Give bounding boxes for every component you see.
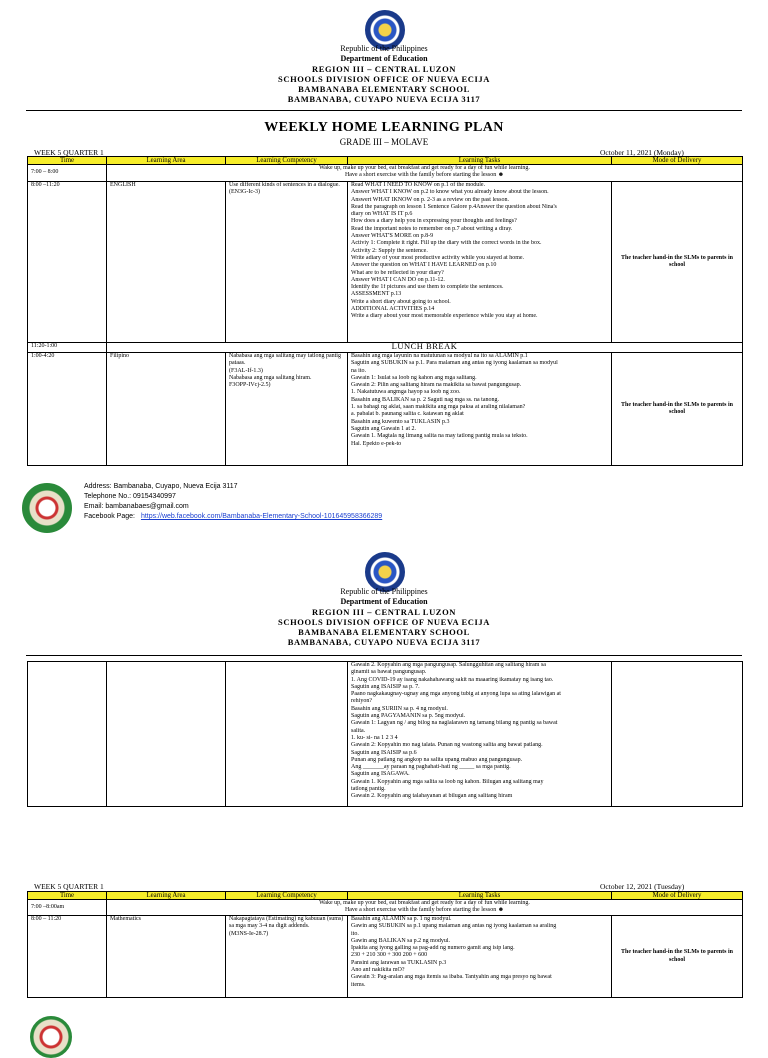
competency-text: Nababasa ang mga salitang hiram. xyxy=(229,374,312,381)
column-header: Learning Tasks xyxy=(348,892,612,900)
learning-area-cell: ENGLISH xyxy=(107,182,226,343)
facebook-link[interactable]: https://web.facebook.com/Bambanaba-Elementary-School-101645958366289 xyxy=(140,513,383,520)
task-line: Gawain 1: Lagyan ng / ang bilog na naglalarawn ng tamang bilang ng pantig sa bawat xyxy=(351,720,558,727)
competency-cell xyxy=(226,182,348,343)
morning-routine-line: Have a short exercise with the family before starting the lesson ☻ xyxy=(344,172,505,179)
task-line: Punan ang patlang ng angkop na salita upang mabuo ang pangungusap. xyxy=(351,756,523,763)
task-line: Answert WHAT IKNOW on p. 2-3 as a review on the past lesson. xyxy=(351,196,509,203)
school-logo-icon xyxy=(30,1016,72,1058)
contact-footer xyxy=(84,482,382,522)
department-line: Department of Education xyxy=(340,54,428,63)
task-line: Ano anf nakikita mO? xyxy=(351,967,405,974)
table-row xyxy=(28,900,743,916)
task-line: Basahin ang kuwento sa TUKLASIN p.3 xyxy=(351,418,450,425)
facebook-line xyxy=(84,512,382,522)
competency-text: Nakapagtataya (Estimating) ng kabuuan (sums) sa mga may 3-4 na digit addends. xyxy=(229,916,344,930)
column-header: Mode of Delivery xyxy=(612,892,743,900)
task-line: items. xyxy=(351,981,366,988)
plan-title: WEEKLY HOME LEARNING PLAN xyxy=(264,120,504,135)
column-header: Learning Area xyxy=(107,892,226,900)
column-header: Time xyxy=(28,157,107,165)
task-line: Gawain 2. Kopyahin ang talahayanan at bilugan ang salitang hiram xyxy=(351,793,513,800)
learning-area-cell: Filipino xyxy=(107,353,226,466)
table-row xyxy=(28,343,743,353)
task-line: Hal. Epekto e-pek-to xyxy=(351,440,402,447)
time-cell xyxy=(28,662,107,807)
task-line: Read WHAT I NEED TO KNOW on p.1 of the module. xyxy=(351,182,486,188)
task-line: ginamit sa bawat pangungusap. xyxy=(351,669,427,676)
competency-code: (M3NS-Ie-28.7) xyxy=(229,930,269,937)
task-line: 1. ku- si- na 1 2 3 4 xyxy=(351,734,398,741)
task-line: Gawain 1. Magtala ng limang salita na may tatlong pantig mula sa teksto. xyxy=(351,433,528,440)
task-line: diary on WHAT IS IT p.6 xyxy=(351,211,413,218)
school-line: BAMBANABA ELEMENTARY SCHOOL xyxy=(298,84,470,94)
task-line: Gawain 3: Pag-aralan ang mga itemis sa ibaba. Tantyahin ang mga presyo ng bawat xyxy=(351,974,552,981)
task-line: Basahin ang BALIKAN sa p. 2 Saguti nag mga ss. na tanong. xyxy=(351,396,499,403)
region-line: REGION III – CENTRAL LUZON xyxy=(311,607,457,617)
task-line: Pansini ang larawan sa TUKLASIN p.3 xyxy=(351,959,447,966)
lunch-break-cell: LUNCH BREAK xyxy=(107,343,743,353)
morning-routine-cell xyxy=(107,900,743,916)
division-line: SCHOOLS DIVISION OFFICE OF NUEVA ECIJA xyxy=(278,617,490,627)
task-line: Gawain 2. Kopyahin ang mga pangungusap. Salungguhitan ang salitang hiram sa xyxy=(351,662,546,668)
letterhead xyxy=(0,44,768,104)
learning-area-cell: Mathematics xyxy=(107,916,226,998)
location-line: BAMBANABA, CUYAPO NUEVA ECIJA 3117 xyxy=(287,94,481,104)
column-header: Learning Area xyxy=(107,157,226,165)
competency-cell xyxy=(226,353,348,466)
table-row xyxy=(28,165,743,182)
mode-of-delivery-cell: The teacher hand-in the SLMs to parents in school xyxy=(612,353,743,466)
morning-routine-line: Have a short exercise with the family before starting the lesson ☻ xyxy=(344,907,505,914)
task-line: ASSESSMENT p.13 xyxy=(351,291,402,298)
division-line: SCHOOLS DIVISION OFFICE OF NUEVA ECIJA xyxy=(278,74,490,84)
task-line: a. pabalat b. paunang salita c. katawan ng aklat xyxy=(351,411,464,418)
monday-plan-table xyxy=(27,156,743,466)
task-line: Activiy 1: Complete it right. Fill up the diary with the correct words in the box. xyxy=(351,240,542,247)
table-row xyxy=(28,916,743,998)
location-line: BAMBANABA, CUYAPO NUEVA ECIJA 3117 xyxy=(287,637,481,647)
task-line: Sagutin ang Gawain 1 at 2. xyxy=(351,425,416,432)
task-line: na ito. xyxy=(351,367,366,374)
morning-routine-line: Wake up, make up your bed, eat breakfast and get ready for a day of fun while learning. xyxy=(319,165,530,171)
task-line: Activity 2: Supply the sentence. xyxy=(351,247,428,254)
learning-area-cell xyxy=(107,662,226,807)
telephone-text: Telephone No.: 09154340997 xyxy=(84,493,176,500)
task-line: Answer the question on WHAT I HAVE LEARNED on p.10 xyxy=(351,262,497,269)
task-line: Write adiary of your most productive activity while you stayed at home. xyxy=(351,254,525,261)
tasks-cell xyxy=(348,662,612,807)
task-line: Paano nagkakaugnay-ugnay ang mga anyong tubig at anyong lupa sa ating lalawigan at xyxy=(351,691,561,698)
task-line: 1. Nakatutuwa angmga hayop sa loob ng zoo. xyxy=(351,389,461,396)
competency-cell xyxy=(226,916,348,998)
date-label: October 12, 2021 (Tuesday) xyxy=(600,882,685,891)
task-line: ADDITIONAL ACTIVITIES p.14 xyxy=(351,306,435,313)
table-row xyxy=(28,662,743,807)
republic-line: Republic of the Philippines xyxy=(340,587,428,596)
task-line: tatlong pantig. xyxy=(351,786,386,793)
morning-routine-line: Wake up, make up your bed, eat breakfast and get ready for a day of fun while learning. xyxy=(319,900,530,906)
mode-of-delivery-cell: The teacher hand-in the SLMs to parents in school xyxy=(612,182,743,343)
task-line: Read the important notes to remember on p.7 about writing a diray. xyxy=(351,225,513,232)
task-line: Sagutin ang ISAISIP sa p. 7. xyxy=(351,683,420,690)
week-label: WEEK 5 QUARTER 1 xyxy=(34,882,104,891)
task-line: 230 + 210 300 + 300 200 + 600 xyxy=(351,952,428,959)
competency-cell xyxy=(226,662,348,807)
tasks-cell xyxy=(348,916,612,998)
task-line: Ipakita ang iyong galling sa pag-add ng numero gamit ang isip lang. xyxy=(351,945,515,952)
task-line: Ang _______ay paraan ng paghahati-hati ng _____ sa mga pantig. xyxy=(351,764,511,771)
task-line: Sagutin ang PAGYAMANIN sa p. 5ng modyul. xyxy=(351,713,466,720)
task-line: Answer WHAT'S MORE on p.8-9 xyxy=(351,233,434,240)
task-line: Gawain 1. Kopyahin ang mga salita sa loob ng kahon. Bilugan ang salitang may xyxy=(351,778,544,785)
header-divider xyxy=(26,110,742,111)
task-line: Identify the 1f pictures and use them to complete the sentences. xyxy=(351,284,504,291)
task-line: Gawain 1: Isulat sa loob ng kahon ang mga salitang. xyxy=(351,374,477,381)
department-line: Department of Education xyxy=(340,597,428,606)
task-line: rehiyon? xyxy=(351,698,372,705)
school-logo-icon xyxy=(22,483,72,533)
task-line: Answer WHAT I CAN DO on p.11-12. xyxy=(351,276,445,283)
region-line: REGION III – CENTRAL LUZON xyxy=(311,64,457,74)
republic-line: Republic of the Philippines xyxy=(340,44,428,53)
time-cell: 8:00 – 11:20 xyxy=(28,916,107,998)
column-header: Learning Tasks xyxy=(348,157,612,165)
task-line: Gawin ang SUBUKIN sa p.1 upang malaman ang antas ng iyong kaalaman sa araling xyxy=(351,923,557,930)
column-header: Learning Competency xyxy=(226,892,348,900)
competency-text: Use different kinds of sentences in a dialogue. xyxy=(229,182,340,188)
task-line: Gawain 2: Kopyahin mo nag talata. Punan ng wastong salita ang bawat patlang. xyxy=(351,742,543,749)
task-line: Basahin ang SURIIN sa p. 4 ng modyul. xyxy=(351,705,448,712)
column-header: Time xyxy=(28,892,107,900)
task-line: Read the paragraph on lesson 1 Sentence Galore p.4Answer the question about Nina's xyxy=(351,203,557,210)
column-header: Mode of Delivery xyxy=(612,157,743,165)
task-line: Answer WHAT I KNOW on p.2 to know what you already know about the lesson. xyxy=(351,189,549,196)
tasks-cell xyxy=(348,353,612,466)
task-line: Write a short diary about going to school. xyxy=(351,298,451,305)
task-line: ito. xyxy=(351,930,359,937)
time-cell: 11:20-1:00 xyxy=(28,343,107,353)
time-cell: 8:00 –11:20 xyxy=(28,182,107,343)
task-line: salita. xyxy=(351,727,366,734)
header-divider xyxy=(26,655,742,656)
mode-of-delivery-cell xyxy=(612,662,743,807)
task-line: Basahin ang ALAMIN sa p. 1 ng modyul. xyxy=(351,916,452,922)
task-line: Write a diary about your most memorable experience while you stay at home. xyxy=(351,313,538,320)
address-text: Address: Bambanaba, Cuyapo, Nueva Ecija 3117 xyxy=(84,483,238,490)
tuesday-plan-table xyxy=(27,891,743,998)
date-label: October 11, 2021 (Monday) xyxy=(600,148,684,157)
table-header-row xyxy=(28,892,743,900)
column-header: Learning Competency xyxy=(226,157,348,165)
facebook-label: Facebook Page: xyxy=(84,513,135,520)
table-row xyxy=(28,353,743,466)
deped-seal-icon xyxy=(365,552,405,592)
table-row xyxy=(28,182,743,343)
task-line: Gawain 2: Pilin ang salitang hiram na makikita sa bawat pangungusap. xyxy=(351,382,522,389)
mode-of-delivery-cell: The teacher hand-in the SLMs to parents in school xyxy=(612,916,743,998)
competency-text: Nababasa ang mga salitang may tatlong pantig pataas. xyxy=(229,353,341,367)
task-line: Sagutin ang ISAGAWA. xyxy=(351,771,410,778)
morning-routine-cell xyxy=(107,165,743,182)
competency-code: (EN3G-Ic-3) xyxy=(229,189,260,196)
time-cell: 7:00 –8:00am xyxy=(28,900,107,916)
task-line: Basahin ang mga layunin na matutunan sa modyul na ito sa ALAMIN p.1 xyxy=(351,353,528,359)
continuation-table xyxy=(27,661,743,807)
task-line: What are to be reflected in your diary? xyxy=(351,269,444,276)
competency-code: (F3AL-If-1.3) xyxy=(229,367,263,374)
tasks-cell xyxy=(348,182,612,343)
time-cell: 7:00 – 8:00 xyxy=(28,165,107,182)
task-line: How does a diary help you in expressing your thoughts and feelings? xyxy=(351,218,517,225)
email-text: Email: bambanabaes@gmail.com xyxy=(84,503,189,510)
competency-code: F3OPP-IVcj-2.5) xyxy=(229,382,271,389)
task-line: Gawin ang BALIKAN sa p.2 ng modyul. xyxy=(351,937,450,944)
task-line: 1. Ang COVID-19 ay isang nakahahawang sakit na maaaring ikamatay ng isang tao. xyxy=(351,676,554,683)
table-header-row xyxy=(28,157,743,165)
task-line: Sagutin ang ISAISIP sa p.6 xyxy=(351,749,417,756)
week-label: WEEK 5 QUARTER 1 xyxy=(34,148,104,157)
task-line: 1. sa bahagi ng aklat, saan makikita ang mga paksa at araling nilalaman? xyxy=(351,404,526,411)
task-line: Sagutin ang SUBUKIN sa p.1. Para malaman ang antas ng iyong kaalaman sa modyul xyxy=(351,360,558,367)
school-line: BAMBANABA ELEMENTARY SCHOOL xyxy=(298,627,470,637)
time-cell: 1:00-4:20 xyxy=(28,353,107,466)
letterhead xyxy=(0,587,768,647)
plan-grade: GRADE III – MOLAVE xyxy=(339,137,429,147)
